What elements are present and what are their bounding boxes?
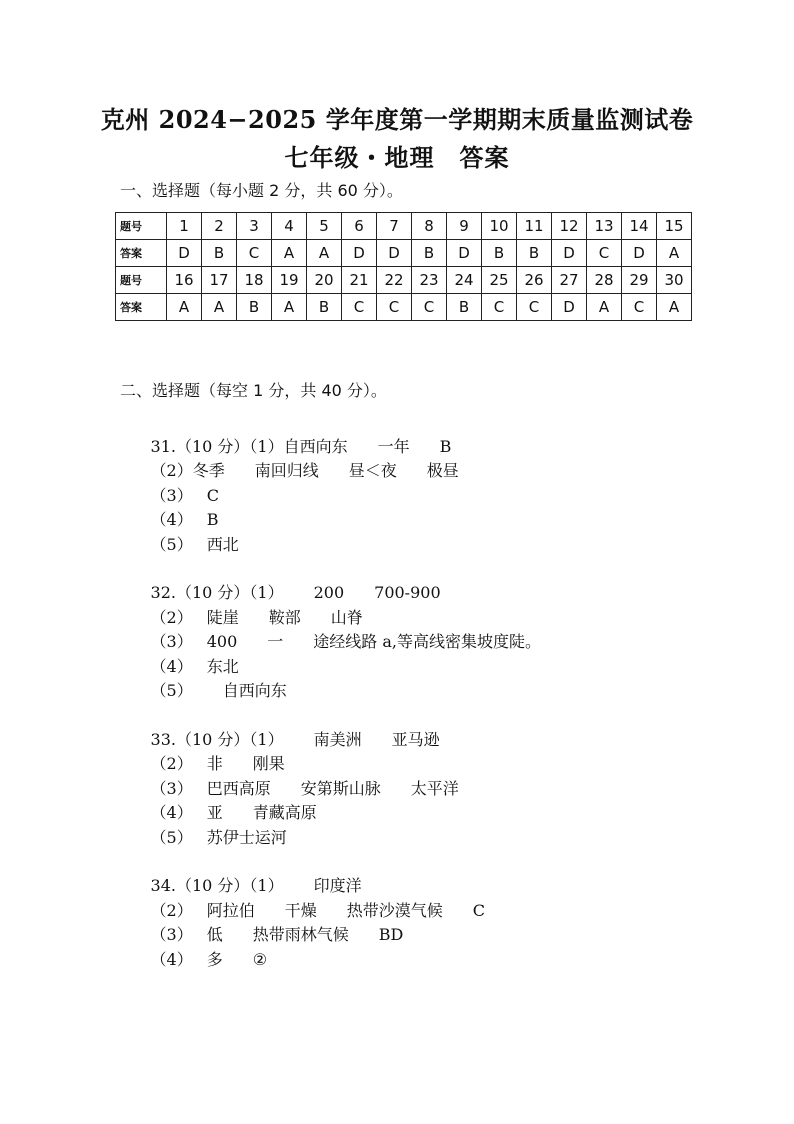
question-number-cell: 17 (202, 267, 237, 294)
table-row-numbers-b (116, 267, 692, 294)
row-label: 题号 (116, 267, 167, 294)
table-row-answers-a (116, 240, 692, 267)
question-number-cell: 24 (447, 267, 482, 294)
answer-text: BD (378, 925, 404, 944)
answer-text: 亚马逊 (391, 729, 440, 749)
answer-text: 200 (313, 583, 345, 602)
answer-text: 山脊 (330, 607, 363, 627)
answer-text: C (472, 900, 485, 920)
answer-cell: A (167, 294, 202, 321)
answer-cell: A (272, 240, 307, 267)
answer-cell: C (517, 294, 552, 321)
answer-text: （5） (150, 827, 193, 847)
document-subtitle: 七年级・地理 答案 (284, 143, 510, 172)
answer-cell: C (412, 294, 447, 321)
answer-text: ② (252, 949, 268, 969)
answer-text: （5） (150, 681, 193, 700)
answer-text: 一 (267, 632, 284, 651)
question-number-cell: 30 (657, 267, 692, 294)
answer-text: （5） (150, 534, 193, 554)
question-number-cell: 28 (587, 267, 622, 294)
answer-text: 热带雨林气候 (252, 925, 349, 944)
answer-cell: D (167, 240, 202, 267)
answer-text: 32.（10 分）（1） (150, 583, 284, 602)
answer-cell: C (377, 294, 412, 321)
question-number-cell: 8 (412, 213, 447, 240)
fill-in-answers (120, 410, 740, 969)
answer-text: B (206, 510, 219, 529)
question-number-cell: 6 (342, 213, 377, 240)
question-number-cell: 26 (517, 267, 552, 294)
multiple-choice-answer-table (115, 212, 692, 321)
question-number-cell: 19 (272, 267, 307, 294)
answer-text: 热带沙漠气候 (346, 900, 443, 920)
answer-cell: D (552, 240, 587, 267)
answer-text: 700-900 (374, 583, 441, 602)
answer-text: B (439, 436, 452, 456)
answer-cell: A (202, 294, 237, 321)
answer-cell: A (657, 240, 692, 267)
answer-text: 非 (206, 754, 223, 773)
answer-cell: A (657, 294, 692, 321)
answer-text: 自西向东 (222, 681, 287, 700)
answer-cell: D (377, 240, 412, 267)
answer-line (120, 703, 740, 749)
answer-text: C (206, 485, 219, 505)
question-number-cell: 11 (517, 213, 552, 240)
question-number-cell: 1 (167, 213, 202, 240)
question-number-cell: 4 (272, 213, 307, 240)
question-number-cell: 13 (587, 213, 622, 240)
answer-text: （2） (150, 754, 193, 773)
answer-cell: B (307, 294, 342, 321)
question-number-cell: 27 (552, 267, 587, 294)
answer-text: 青藏高原 (252, 803, 317, 822)
question-number-cell: 16 (167, 267, 202, 294)
answer-cell: C (587, 240, 622, 267)
question-number-cell: 5 (307, 213, 342, 240)
answer-text: （4） (150, 803, 193, 822)
question-number-cell: 25 (482, 267, 517, 294)
question-number-cell: 3 (237, 213, 272, 240)
answer-text: 昼＜夜 (348, 461, 397, 480)
question-number-cell: 9 (447, 213, 482, 240)
answer-cell: C (237, 240, 272, 267)
answer-cell: C (342, 294, 377, 321)
section1-heading: 一、选择题（每小题 2 分，共 60 分）。 (120, 181, 403, 200)
question-number-cell: 10 (482, 213, 517, 240)
section2-heading: 二、选择题（每空 1 分，共 40 分）。 (120, 381, 387, 400)
answer-cell: B (517, 240, 552, 267)
answer-text: （3） (150, 925, 193, 944)
answer-text: 低 (206, 925, 223, 944)
row-label: 答案 (116, 240, 167, 267)
answer-text: 亚 (206, 803, 223, 822)
answer-text: （3） (150, 485, 193, 505)
answer-text: （3） (150, 632, 193, 651)
answer-text: 印度洋 (313, 876, 362, 895)
answer-cell: B (412, 240, 447, 267)
answer-text: 安第斯山脉 (300, 778, 381, 798)
answer-text: 多 (206, 949, 223, 969)
answer-cell: A (307, 240, 342, 267)
answer-text: 34.（10 分）（1） (150, 876, 284, 895)
question-number-cell: 21 (342, 267, 377, 294)
question-number-cell: 2 (202, 213, 237, 240)
answer-text: 33.（10 分）（1） (150, 729, 284, 749)
row-label: 题号 (116, 213, 167, 240)
answer-cell: D (622, 240, 657, 267)
answer-cell: D (342, 240, 377, 267)
answer-text: （4） (150, 656, 193, 676)
question-number-cell: 14 (622, 213, 657, 240)
table-row-answers-b (116, 294, 692, 321)
answer-text: 南美洲 (313, 729, 362, 749)
question-number-cell: 23 (412, 267, 447, 294)
answer-text: 一年 (377, 436, 410, 456)
answer-text: 巴西高原 (206, 778, 271, 798)
question-number-cell: 7 (377, 213, 412, 240)
answer-text: （3） (150, 778, 193, 798)
answer-text: （4） (150, 510, 193, 529)
answer-text: 东北 (206, 656, 239, 676)
answer-text: （4） (150, 949, 193, 969)
question-number-cell: 18 (237, 267, 272, 294)
answer-line (120, 850, 740, 895)
answer-cell: B (447, 294, 482, 321)
answer-text: （2） (150, 607, 193, 627)
answer-text: （2） (150, 900, 193, 920)
answer-text: 极昼 (426, 461, 459, 480)
answer-text: 南回归线 (254, 461, 319, 480)
answer-text: 31.（10 分）（1）自西向东 (150, 436, 348, 456)
answer-text: 刚果 (252, 754, 285, 773)
question-number-cell: 20 (307, 267, 342, 294)
question-number-cell: 15 (657, 213, 692, 240)
answer-cell: B (237, 294, 272, 321)
answer-text: 苏伊士运河 (206, 827, 287, 847)
row-label: 答案 (116, 294, 167, 321)
answer-cell: D (552, 294, 587, 321)
answer-cell: A (587, 294, 622, 321)
answer-line (120, 557, 740, 602)
answer-cell: C (622, 294, 657, 321)
answer-text: 西北 (206, 534, 239, 554)
answer-text: 途经线路 a,等高线密集坡度陡。 (313, 632, 541, 651)
question-number-cell: 29 (622, 267, 657, 294)
question-number-cell: 12 (552, 213, 587, 240)
answer-line (120, 410, 740, 456)
answer-cell: A (272, 294, 307, 321)
answer-cell: C (482, 294, 517, 321)
answer-cell: B (202, 240, 237, 267)
answer-text: 太平洋 (410, 778, 459, 798)
question-number-cell: 22 (377, 267, 412, 294)
document-title: 克州 2024−2025 学年度第一学期期末质量监测试卷 (100, 105, 694, 134)
answer-text: 400 (206, 632, 238, 651)
answer-text: 陡崖 (206, 607, 239, 627)
answer-cell: B (482, 240, 517, 267)
answer-text: 阿拉伯 (206, 900, 255, 920)
answer-text: （2）冬季 (150, 461, 225, 480)
answer-text: 干燥 (284, 900, 317, 920)
table-row-numbers-a (116, 213, 692, 240)
answer-cell: D (447, 240, 482, 267)
answer-text: 鞍部 (268, 607, 301, 627)
